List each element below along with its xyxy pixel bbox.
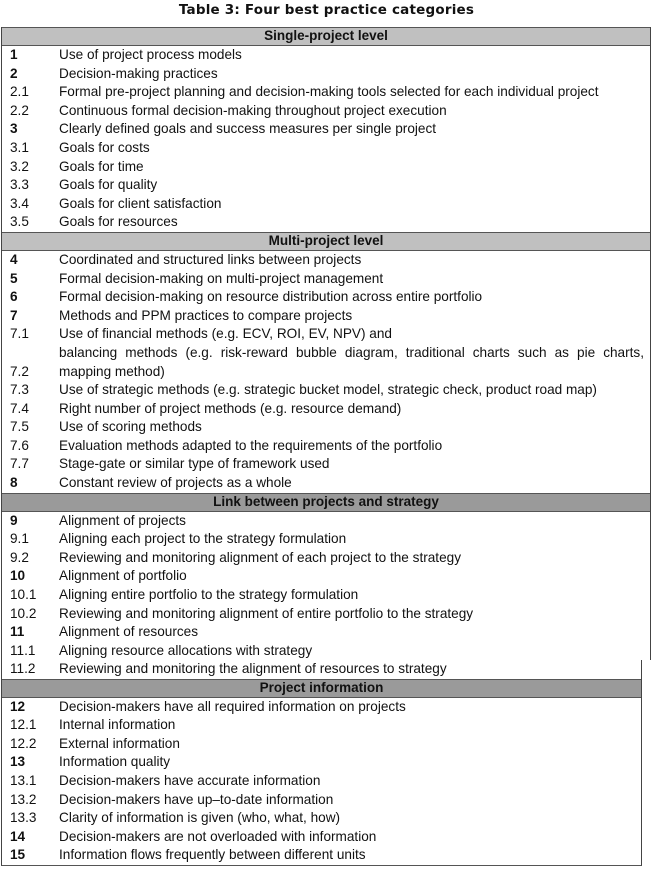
row-text: Goals for quality — [59, 177, 158, 193]
section-header-single-project-level: Single-project level — [2, 27, 650, 46]
row-number: 7.1 — [10, 326, 29, 342]
row-text: Alignment of resources — [59, 624, 199, 640]
row-text: Clearly defined goals and success measures per single project — [59, 121, 437, 137]
row-number: 11.1 — [10, 642, 36, 658]
table-row — [2, 716, 641, 735]
row-number: 11.2 — [10, 661, 36, 676]
row-text: Alignment of projects — [59, 512, 186, 528]
table-row — [2, 791, 641, 810]
row-text: Continuous formal decision-making throughout project execution — [59, 102, 447, 118]
table-row — [2, 753, 641, 772]
row-text: Decision-makers have all required information on projects — [59, 698, 406, 714]
row-text: Reviewing and monitoring alignment of entire portfolio to the strategy — [59, 605, 474, 621]
table-row — [2, 102, 650, 121]
table-row — [2, 437, 650, 456]
row-number: 7.4 — [10, 400, 29, 416]
row-number: 7.2 — [10, 363, 29, 379]
row-text: Use of strategic methods (e.g. strategic bucket model, strategic check, product road map) — [59, 382, 597, 398]
row-text: Aligning each project to the strategy formulation — [59, 531, 347, 547]
table-row — [2, 325, 650, 344]
section-body-link-projects-strategy — [2, 512, 650, 661]
row-text: Use of project process models — [59, 47, 242, 62]
row-number: 2.1 — [10, 84, 29, 100]
row-text: Right number of project methods (e.g. resource demand) — [59, 400, 402, 416]
table-row — [2, 65, 650, 84]
row-number: 3.3 — [10, 177, 29, 193]
table-row — [2, 809, 641, 828]
row-number: 12.1 — [10, 717, 37, 733]
row-text: Decision-making practices — [59, 65, 218, 81]
row-text: Information flows frequently between different units — [59, 847, 366, 863]
row-text: Information quality — [59, 754, 171, 770]
row-number: 13.3 — [10, 810, 37, 826]
table-row — [2, 455, 650, 474]
section-header-link-projects-strategy: Link between projects and strategy — [2, 493, 650, 512]
row-text: Clarity of information is given (who, what, how) — [59, 810, 341, 826]
table-row — [2, 381, 650, 400]
row-number: 13 — [10, 754, 26, 770]
row-text: Reviewing and monitoring the alignment of resources to strategy — [59, 661, 447, 676]
table-row — [2, 158, 650, 177]
row-text: Goals for resources — [59, 214, 178, 230]
row-text: Coordinated and structured links between projects — [59, 251, 362, 267]
row-text: Alignment of portfolio — [59, 568, 187, 584]
row-number: 10 — [10, 568, 26, 584]
row-text: Decision-makers have accurate information — [59, 772, 321, 788]
row-number: 3.2 — [10, 158, 29, 174]
table-row — [2, 176, 650, 195]
row-number: 7.6 — [10, 437, 29, 453]
row-number: 7 — [10, 307, 18, 323]
row-number: 8 — [10, 475, 18, 491]
section-header-project-information: Project information — [2, 679, 641, 698]
row-text: Goals for costs — [59, 139, 150, 155]
table-row — [2, 213, 650, 232]
table-row — [2, 623, 650, 642]
row-number: 10.1 — [10, 587, 37, 603]
section-header-multi-project-level: Multi-project level — [2, 232, 650, 251]
row-number: 3 — [10, 121, 18, 137]
row-number: 13.1 — [10, 772, 37, 788]
row-text: External information — [59, 735, 180, 751]
table-row — [2, 288, 650, 307]
row-number: 2.2 — [10, 102, 29, 118]
table-row — [2, 549, 650, 568]
row-text: balancing methods (e.g. risk-reward bubble diagram, traditional charts such as pie charts, mapping method) — [59, 344, 644, 379]
row-number: 3.1 — [10, 139, 29, 155]
table-row — [2, 846, 641, 865]
row-text: Goals for time — [59, 158, 144, 174]
best-practice-table — [1, 27, 651, 660]
row-text: Formal decision-making on resource distribution across entire portfolio — [59, 289, 483, 305]
row-text: Formal pre-project planning and decision-making tools selected for each individual project — [59, 84, 599, 100]
table-row — [2, 605, 650, 624]
table-row — [2, 828, 641, 847]
row-number: 9.2 — [10, 549, 29, 565]
row-text: Aligning resource allocations with strategy — [59, 642, 313, 658]
row-number: 3.4 — [10, 195, 29, 211]
table-row — [2, 474, 650, 493]
row-number: 1 — [10, 47, 18, 62]
table-row — [2, 586, 650, 605]
row-text: Internal information — [59, 717, 176, 733]
row-text: Evaluation methods adapted to the requirements of the portfolio — [59, 437, 443, 453]
row-text: Reviewing and monitoring alignment of each project to the strategy — [59, 549, 461, 565]
section-body-project-information — [2, 698, 641, 865]
best-practice-table-continued — [1, 660, 642, 866]
table-row — [2, 139, 650, 158]
row-number: 12.2 — [10, 735, 37, 751]
table-row — [2, 270, 650, 289]
table-row — [2, 46, 650, 65]
table-row — [2, 735, 641, 754]
table-row — [2, 120, 650, 139]
row-number: 11 — [10, 624, 25, 640]
table-row — [2, 344, 650, 381]
row-number: 5 — [10, 270, 18, 286]
table-caption: Table 3: Four best practice categories — [178, 2, 475, 18]
row-number: 13.2 — [10, 791, 37, 807]
table-row — [2, 772, 641, 791]
row-number: 12 — [10, 698, 26, 714]
table-row — [2, 530, 650, 549]
row-number: 9 — [10, 512, 18, 528]
row-text: Methods and PPM practices to compare projects — [59, 307, 353, 323]
row-number: 10.2 — [10, 605, 37, 621]
row-number: 6 — [10, 289, 18, 305]
table-row — [2, 83, 650, 102]
row-number: 7.5 — [10, 419, 29, 435]
row-text: Use of financial methods (e.g. ECV, ROI, EV, NPV) and — [59, 326, 392, 342]
row-number: 4 — [10, 251, 18, 267]
table-row — [2, 642, 650, 661]
table-row — [2, 195, 650, 214]
table-row — [2, 512, 650, 531]
row-number: 15 — [10, 847, 26, 863]
row-number: 14 — [10, 828, 26, 844]
row-number: 2 — [10, 65, 18, 81]
row-text: Decision-makers are not overloaded with information — [59, 828, 377, 844]
table-row — [2, 418, 650, 437]
row-number: 3.5 — [10, 214, 29, 230]
row-text: Constant review of projects as a whole — [59, 475, 292, 491]
row-number: 7.7 — [10, 456, 29, 472]
table-row — [2, 660, 641, 679]
row-number: 7.3 — [10, 382, 29, 398]
table-row — [2, 698, 641, 717]
table-row — [2, 567, 650, 586]
table-row — [2, 251, 650, 270]
section-body-single-project-level — [2, 46, 650, 232]
row-text: Decision-makers have up–to-date information — [59, 791, 334, 807]
row-text: Aligning entire portfolio to the strategy formulation — [59, 587, 359, 603]
row-number: 9.1 — [10, 531, 29, 547]
row-text: Formal decision-making on multi-project management — [59, 270, 384, 286]
table-row — [2, 400, 650, 419]
table-row — [2, 307, 650, 326]
row-text: Use of scoring methods — [59, 419, 202, 435]
row-text: Goals for client satisfaction — [59, 195, 222, 211]
row-text: Stage-gate or similar type of framework used — [59, 456, 330, 472]
section-body-multi-project-level — [2, 251, 650, 493]
